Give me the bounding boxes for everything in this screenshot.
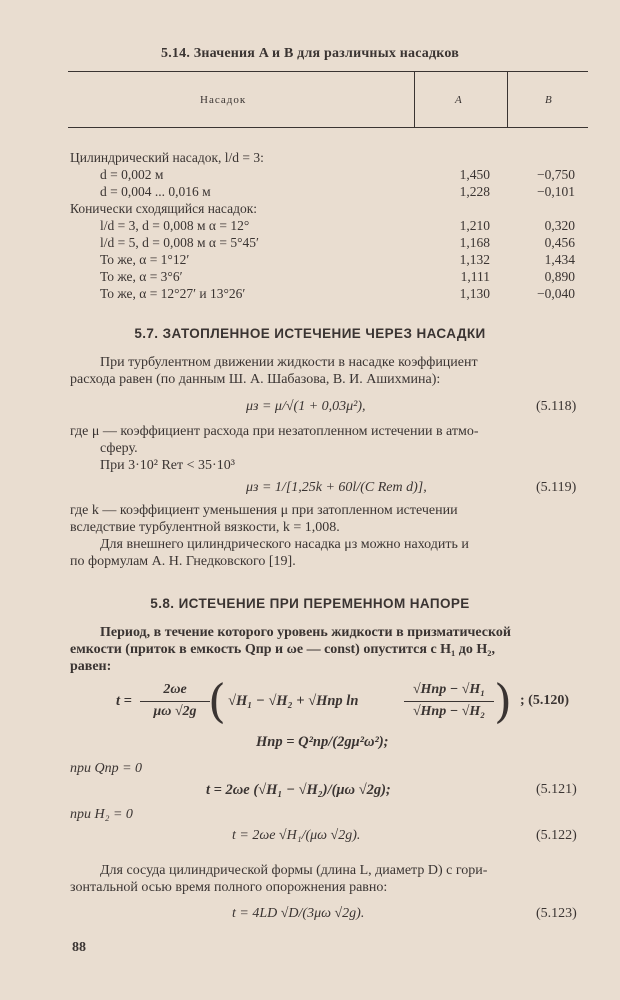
equation-number: (5.122) (536, 828, 577, 843)
formula-5-120-numerator: 2ωе (163, 682, 187, 697)
table-cell-a: 1,130 (459, 286, 490, 301)
table-cell-b: −0,040 (537, 286, 575, 301)
equation-number: (5.123) (536, 906, 577, 921)
page-number: 88 (72, 940, 86, 955)
formula-5-120-denominator: μω √2g (153, 704, 197, 719)
formula-5-120-inner-denominator: √Hпр − √H₂ (412, 704, 486, 719)
paragraph-line: Для сосуда цилиндрической формы (длина L, диаметр D) с гори- (100, 863, 488, 878)
paragraph-line: где k — коэффициент уменьшения μ при затопленном истечении (70, 503, 458, 518)
table-row-label: То же, α = 3°6′ (100, 269, 183, 284)
formula-5-122: t = 2ωе √H₁/(μω √2g). (232, 828, 361, 843)
paragraph-line: вследствие турбулентной вязкости, k = 1,008. (70, 520, 340, 535)
table-cell-a: 1,450 (459, 167, 490, 182)
equation-number: (5.121) (536, 782, 577, 797)
table-cell-a: 1,168 (459, 235, 490, 250)
table-cell-b: 0,456 (544, 235, 575, 250)
right-paren: ) (494, 674, 512, 728)
condition-text: при H₂ = 0 (70, 807, 133, 822)
table-row-label: То же, α = 12°27′ и 13°26′ (100, 286, 246, 301)
left-paren: ( (208, 674, 226, 728)
paragraph-line: по формулам А. Н. Гнедковского [19]. (70, 554, 296, 569)
table-header-nozzle: Насадок (200, 94, 247, 106)
table-cell-a: 1,132 (459, 252, 490, 267)
table-row-label: l/d = 3, d = 0,008 м α = 12° (100, 218, 250, 233)
table-title: 5.14. Значения A и B для различных насадков (161, 46, 459, 61)
paragraph-line: Период, в течение которого уровень жидкости в призматической (100, 625, 511, 640)
fraction-bar (140, 701, 210, 702)
section-heading: 5.7. ЗАТОПЛЕННОЕ ИСТЕЧЕНИЕ ЧЕРЕЗ НАСАДКИ (134, 326, 486, 341)
table-row-label: l/d = 5, d = 0,008 м α = 5°45′ (100, 235, 259, 250)
paragraph-line: Для внешнего цилиндрического насадка μз можно находить и (100, 537, 469, 552)
table-cell-a: 1,111 (460, 269, 490, 284)
paragraph-line: где μ — коэффициент расхода при незатопленном истечении в атмо- (70, 424, 479, 439)
table-cell-a: 1,210 (459, 218, 490, 233)
formula-5-123: t = 4LD √D/(3μω √2g). (232, 906, 365, 921)
paragraph-line: равен: (70, 659, 112, 674)
equation-number: (5.118) (536, 399, 577, 414)
table-cell-a: 1,228 (459, 184, 490, 199)
formula-5-118: μз = μ/√(1 + 0,03μ²), (246, 399, 366, 414)
formula-5-119: μз = 1/[1,25k + 60l/(C Reт d)], (246, 480, 427, 495)
paragraph-line: емкости (приток в емкость Qпр и ωе — const) опустится с H₁ до H₂, (70, 642, 495, 657)
formula-5-120-body: √H₁ − √H₂ + √Hпр ln (228, 693, 359, 709)
fraction-bar (404, 701, 494, 702)
paragraph-line: При турбулентном движении жидкости в насадке коэффициент (100, 355, 478, 370)
condition-text: при Qпр = 0 (70, 761, 143, 776)
table-header-a: A (455, 94, 463, 106)
paragraph-line: зонтальной осью время полного опорожнения равно: (70, 880, 388, 895)
table-row-label: d = 0,004 ... 0,016 м (100, 184, 211, 199)
table-col-divider-2 (507, 72, 508, 127)
equation-number: (5.119) (536, 480, 577, 495)
formula-hpr: Hпр = Q²пр/(2gμ²ω²); (256, 734, 389, 750)
section-heading: 5.8. ИСТЕЧЕНИЕ ПРИ ПЕРЕМЕННОМ НАПОРЕ (150, 596, 470, 611)
table-cell-b: 1,434 (544, 252, 575, 267)
table-cell-b: 0,320 (544, 218, 575, 233)
formula-5-121: t = 2ωе (√H₁ − √H₂)/(μω √2g); (206, 782, 391, 798)
table-top-rule (68, 71, 588, 72)
paragraph-line: При 3·10² Reт < 35·10³ (100, 458, 235, 473)
table-row-label: Цилиндрический насадок, l/d = 3: (70, 150, 264, 165)
table-col-divider-1 (414, 72, 415, 127)
table-cell-b: −0,750 (537, 167, 575, 182)
formula-5-120-lhs: t = (116, 693, 132, 709)
table-row-label: d = 0,002 м (100, 167, 164, 182)
table-header-b: B (545, 94, 553, 106)
formula-5-120-inner-numerator: √Hпр − √H₁ (412, 682, 486, 697)
equation-number: ; (5.120) (520, 693, 569, 708)
table-row-label: Конически сходящийся насадок: (70, 201, 258, 216)
paragraph-line: расхода равен (по данным Ш. А. Шабазова, В. И. Ашихмина): (70, 372, 441, 387)
paragraph-line: сферу. (100, 441, 138, 456)
table-cell-b: 0,890 (544, 269, 575, 284)
table-cell-b: −0,101 (537, 184, 575, 199)
table-row-label: То же, α = 1°12′ (100, 252, 190, 267)
table-header-rule (68, 127, 588, 128)
